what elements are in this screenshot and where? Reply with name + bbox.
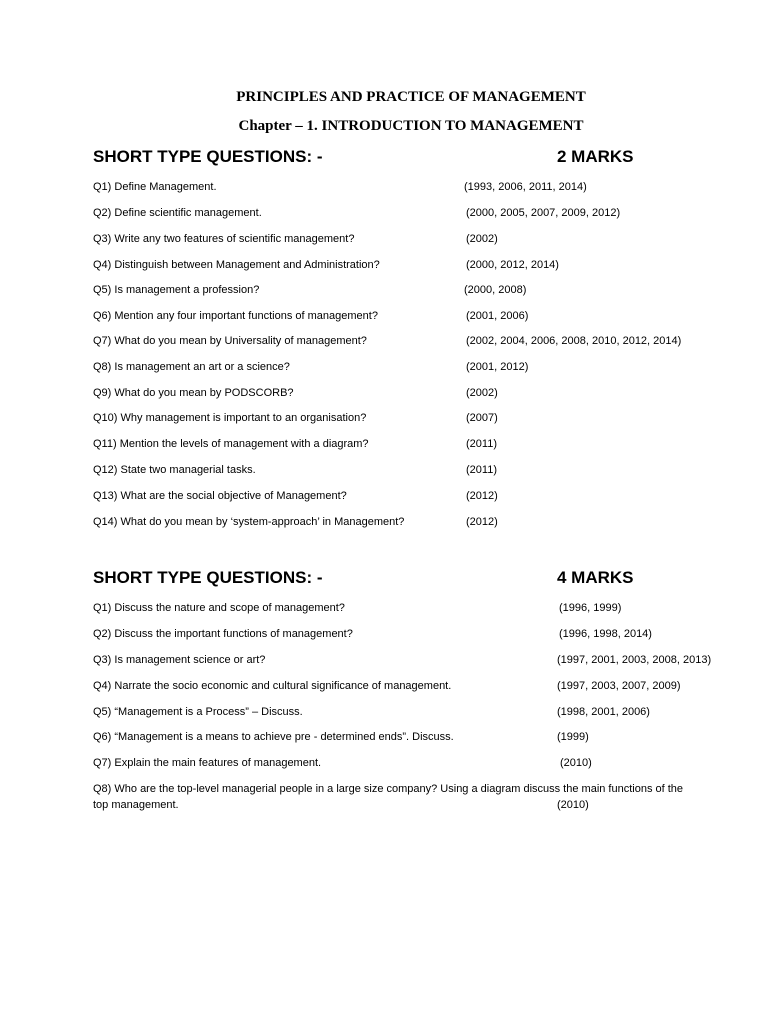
question-row bbox=[93, 704, 733, 720]
question-text: Q3) Write any two features of scientific management? bbox=[93, 233, 355, 245]
question-years: (1999) bbox=[557, 731, 589, 743]
question-row bbox=[93, 257, 733, 273]
section-marks-label: 4 MARKS bbox=[557, 568, 634, 587]
question-row bbox=[93, 436, 733, 452]
question-text: Q9) What do you mean by PODSCORB? bbox=[93, 387, 294, 399]
question-years: (2002) bbox=[466, 233, 498, 245]
question-text: Q2) Discuss the important functions of management? bbox=[93, 628, 353, 640]
question-text: Q1) Discuss the nature and scope of management? bbox=[93, 602, 345, 614]
question-row bbox=[93, 231, 733, 247]
question-years: (2012) bbox=[466, 490, 498, 502]
question-years: (2007) bbox=[466, 412, 498, 424]
question-text: Q6) “Management is a means to achieve pre - determined ends”. Discuss. bbox=[93, 731, 454, 743]
question-years: (1998, 2001, 2006) bbox=[557, 706, 650, 718]
question-row bbox=[93, 462, 733, 478]
question-years: (2011) bbox=[466, 464, 497, 476]
question-row bbox=[93, 359, 733, 375]
question-text: Q1) Define Management. bbox=[93, 181, 217, 193]
question-row bbox=[93, 514, 733, 530]
question-text: Q2) Define scientific management. bbox=[93, 207, 262, 219]
question-text: Q3) Is management science or art? bbox=[93, 654, 266, 666]
question-row bbox=[93, 488, 733, 504]
question-text: Q13) What are the social objective of Management? bbox=[93, 490, 347, 502]
question-row bbox=[93, 205, 733, 221]
question-text: Q5) “Management is a Process” – Discuss. bbox=[93, 706, 303, 718]
question-years: (2000, 2005, 2007, 2009, 2012) bbox=[466, 207, 621, 219]
question-row bbox=[93, 282, 733, 298]
question-years: (1997, 2001, 2003, 2008, 2013) bbox=[557, 654, 712, 666]
question-row bbox=[93, 626, 733, 642]
question-years: (2002, 2004, 2006, 2008, 2010, 2012, 2014) bbox=[466, 335, 682, 347]
question-text: Q8) Is management an art or a science? bbox=[93, 361, 290, 373]
question-text: Q5) Is management a profession? bbox=[93, 284, 260, 296]
question-text: Q7) What do you mean by Universality of management? bbox=[93, 335, 367, 347]
question-row bbox=[93, 781, 733, 813]
question-row bbox=[93, 410, 733, 426]
question-row bbox=[93, 652, 733, 668]
section-heading-4-marks bbox=[93, 567, 653, 589]
question-years: (2002) bbox=[466, 387, 498, 399]
question-row bbox=[93, 179, 733, 195]
question-row bbox=[93, 678, 733, 694]
question-text: Q11) Mention the levels of management with a diagram? bbox=[93, 438, 369, 450]
section-marks-label: 2 MARKS bbox=[557, 147, 634, 166]
document-title: PRINCIPLES AND PRACTICE OF MANAGEMENT bbox=[236, 89, 586, 105]
question-text: Q7) Explain the main features of management. bbox=[93, 757, 322, 769]
question-row bbox=[93, 308, 733, 324]
question-text: Q14) What do you mean by ‘system-approach’ in Management? bbox=[93, 516, 405, 528]
question-text: Q4) Distinguish between Management and Administration? bbox=[93, 259, 380, 271]
chapter-title: Chapter – 1. INTRODUCTION TO MANAGEMENT bbox=[238, 118, 584, 134]
question-row bbox=[93, 385, 733, 401]
question-years: (1993, 2006, 2011, 2014) bbox=[464, 181, 587, 193]
question-text: Q8) Who are the top-level managerial people in a large size company? Using a diagram discuss the main functions of the bbox=[93, 783, 684, 795]
question-row bbox=[93, 729, 733, 745]
section-heading-label: SHORT TYPE QUESTIONS: - bbox=[93, 147, 323, 166]
question-years: (2001, 2006) bbox=[466, 310, 529, 322]
question-years: (2011) bbox=[466, 438, 497, 450]
question-row bbox=[93, 333, 733, 349]
question-years: (2001, 2012) bbox=[466, 361, 529, 373]
question-text-continued: top management. bbox=[93, 799, 179, 811]
question-text: Q12) State two managerial tasks. bbox=[93, 464, 256, 476]
question-row bbox=[93, 755, 733, 771]
question-text: Q6) Mention any four important functions of management? bbox=[93, 310, 378, 322]
question-text: Q10) Why management is important to an organisation? bbox=[93, 412, 367, 424]
section-heading-2-marks bbox=[93, 146, 653, 168]
question-row bbox=[93, 600, 733, 616]
question-text: Q4) Narrate the socio economic and cultural significance of management. bbox=[93, 680, 452, 692]
section-heading-label: SHORT TYPE QUESTIONS: - bbox=[93, 568, 323, 587]
question-years: (2010) bbox=[560, 757, 592, 769]
question-years: (1997, 2003, 2007, 2009) bbox=[557, 680, 681, 692]
question-years: (2000, 2008) bbox=[464, 284, 527, 296]
question-years: (2010) bbox=[557, 799, 589, 811]
question-years: (2012) bbox=[466, 516, 498, 528]
question-years: (1996, 1998, 2014) bbox=[559, 628, 652, 640]
question-years: (1996, 1999) bbox=[559, 602, 622, 614]
question-years: (2000, 2012, 2014) bbox=[466, 259, 559, 271]
